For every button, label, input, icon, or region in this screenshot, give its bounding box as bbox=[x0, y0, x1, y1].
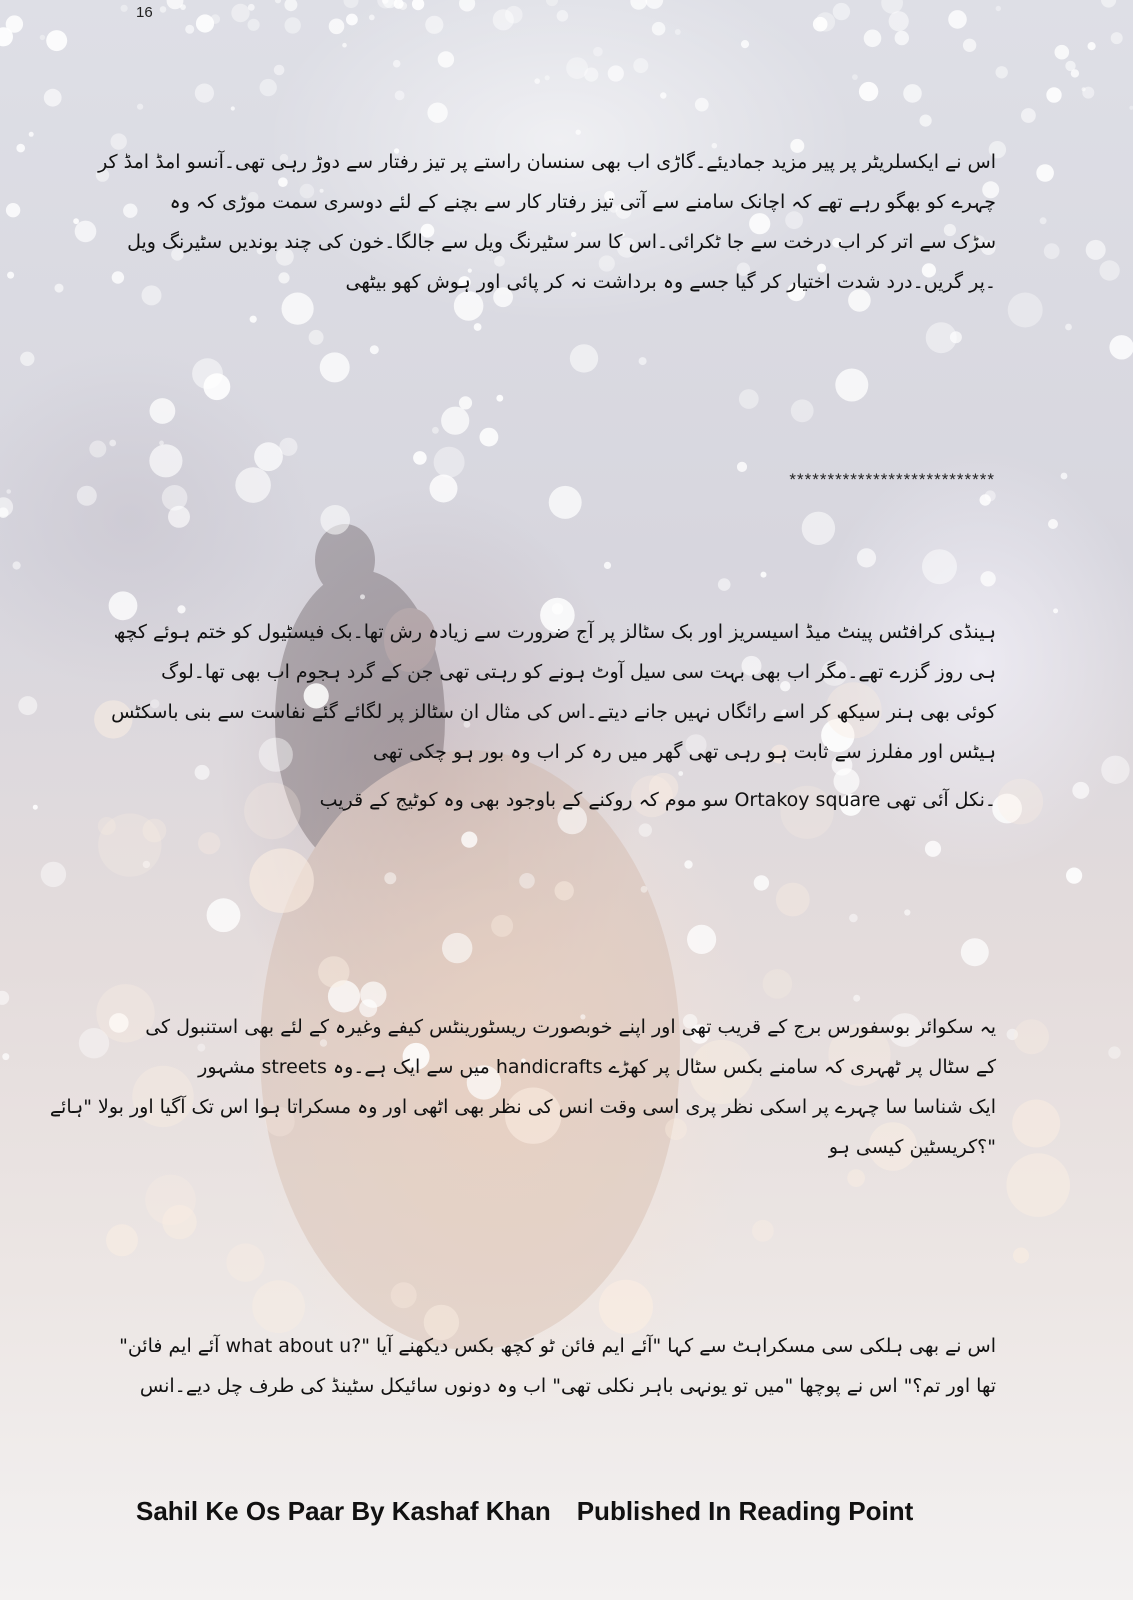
bokeh-light bbox=[996, 6, 1001, 11]
bokeh-light bbox=[1065, 61, 1075, 71]
bokeh-light bbox=[20, 352, 34, 366]
bokeh-light bbox=[1036, 164, 1054, 182]
paragraph-book-stalls bbox=[111, 612, 996, 820]
bokeh-light bbox=[248, 19, 260, 31]
bokeh-light bbox=[195, 84, 214, 103]
text-line: سڑک سے اتر کر اب درخت سے جا ٹکرائی۔اس کا سر سٹیرنگ ویل سے جالگا۔خون کی چند بوندیں سٹیرنگ ویل bbox=[127, 231, 996, 253]
bokeh-light bbox=[121, 5, 128, 12]
bokeh-light bbox=[6, 489, 11, 494]
paragraph-conversation bbox=[119, 1326, 996, 1406]
bokeh-light bbox=[604, 562, 611, 569]
bokeh-light bbox=[248, 4, 255, 11]
bokeh-light bbox=[566, 57, 588, 79]
bokeh-light bbox=[549, 486, 582, 519]
bokeh-light bbox=[608, 65, 624, 81]
bokeh-light bbox=[274, 65, 285, 76]
bokeh-light bbox=[480, 428, 499, 447]
bokeh-light bbox=[137, 104, 143, 110]
bokeh-light bbox=[505, 6, 523, 24]
bokeh-light bbox=[1006, 1153, 1070, 1217]
page-number: 16 bbox=[136, 4, 153, 21]
bokeh-light bbox=[1046, 87, 1061, 102]
bokeh-light bbox=[633, 58, 648, 73]
bokeh-light bbox=[7, 272, 14, 279]
bokeh-light bbox=[903, 84, 922, 103]
bokeh-light bbox=[231, 4, 249, 22]
bokeh-light bbox=[652, 22, 666, 36]
bokeh-light bbox=[145, 1175, 196, 1226]
bokeh-light bbox=[922, 549, 957, 584]
bokeh-light bbox=[249, 848, 314, 913]
bokeh-light bbox=[754, 875, 769, 890]
text-line: اس نے بھی ہلکی سی مسکراہٹ سے کہا "آئے ایم فائن ٹو کچھ بکس دیکھنے آیا "?what about u آئے ایم فائن" bbox=[119, 1335, 996, 1357]
bokeh-light bbox=[369, 15, 375, 21]
bokeh-light bbox=[835, 369, 868, 402]
bokeh-light bbox=[980, 571, 995, 586]
bokeh-light bbox=[370, 345, 379, 354]
bokeh-light bbox=[427, 103, 447, 123]
bokeh-light bbox=[1129, 106, 1133, 110]
bokeh-light bbox=[763, 969, 793, 999]
bokeh-light bbox=[570, 344, 598, 372]
bokeh-light bbox=[639, 823, 652, 836]
bokeh-light bbox=[996, 66, 1008, 78]
bokeh-light bbox=[434, 447, 465, 478]
bokeh-light bbox=[0, 497, 13, 516]
bokeh-light bbox=[425, 16, 443, 34]
bokeh-light bbox=[474, 323, 482, 331]
bokeh-light bbox=[904, 909, 910, 915]
bokeh-light bbox=[1066, 868, 1082, 884]
bokeh-light bbox=[393, 60, 401, 68]
bokeh-light bbox=[360, 594, 365, 599]
bokeh-light bbox=[395, 91, 405, 101]
bokeh-light bbox=[204, 373, 231, 400]
bokeh-light bbox=[149, 444, 182, 477]
bokeh-light bbox=[641, 886, 648, 893]
bokeh-light bbox=[1012, 1100, 1060, 1148]
bokeh-light bbox=[438, 51, 454, 67]
bokeh-light bbox=[1088, 42, 1096, 50]
bokeh-light bbox=[1082, 87, 1094, 99]
bokeh-light bbox=[459, 396, 472, 409]
bokeh-light bbox=[920, 115, 932, 127]
bokeh-light bbox=[160, 6, 167, 13]
bokeh-light bbox=[1111, 32, 1123, 44]
bokeh-light bbox=[1065, 324, 1072, 331]
bokeh-light bbox=[546, 0, 558, 6]
bokeh-light bbox=[1072, 782, 1089, 799]
bokeh-light bbox=[98, 813, 161, 876]
paragraph-square bbox=[49, 1007, 996, 1167]
bokeh-light bbox=[309, 330, 324, 345]
bokeh-light bbox=[320, 505, 350, 535]
bokeh-light bbox=[360, 982, 386, 1008]
bokeh-light bbox=[13, 561, 21, 569]
bokeh-light bbox=[491, 915, 513, 937]
bokeh-light bbox=[718, 578, 731, 591]
bokeh-light bbox=[413, 451, 427, 465]
bokeh-light bbox=[391, 1282, 417, 1308]
bokeh-light bbox=[895, 31, 909, 45]
bokeh-light bbox=[963, 39, 976, 52]
bokeh-light bbox=[857, 548, 876, 567]
text-line: ۔پر گریں۔درد شدت اختیار کر گیا جسے وہ برداشت نہ کر پائی اور ہوش کھو بیٹھی bbox=[345, 271, 996, 293]
bokeh-light bbox=[1101, 756, 1129, 784]
bokeh-light bbox=[752, 1220, 774, 1242]
bokeh-light bbox=[557, 10, 569, 22]
bokeh-light bbox=[275, 0, 281, 3]
bokeh-light bbox=[159, 441, 164, 446]
bokeh-light bbox=[55, 284, 64, 293]
bokeh-light bbox=[630, 0, 647, 10]
text-line: کوئی بھی ہنر سیکھ کر اسے رائگاں نہیں جانے دیتے۔اس کی مثال ان سٹالز پر لگائے گئے نفاست سے بنی باسکٹس bbox=[111, 701, 996, 723]
bokeh-light bbox=[1021, 108, 1036, 123]
bokeh-light bbox=[18, 696, 37, 715]
bokeh-light bbox=[1053, 608, 1058, 613]
bokeh-light bbox=[496, 395, 503, 402]
bokeh-light bbox=[6, 15, 23, 32]
bokeh-light bbox=[33, 805, 38, 810]
bokeh-light bbox=[593, 47, 603, 57]
bokeh-light bbox=[29, 132, 34, 137]
bokeh-light bbox=[109, 440, 116, 447]
bokeh-light bbox=[925, 841, 941, 857]
bokeh-light bbox=[77, 486, 97, 506]
bokeh-light bbox=[852, 74, 858, 80]
footer-publisher: Published In Reading Point bbox=[576, 1496, 914, 1526]
bokeh-light bbox=[344, 0, 359, 8]
bokeh-light bbox=[555, 881, 574, 900]
bokeh-light bbox=[285, 17, 301, 33]
bokeh-light bbox=[207, 898, 241, 932]
bokeh-light bbox=[1108, 1046, 1120, 1058]
bokeh-light bbox=[1044, 243, 1060, 259]
bokeh-light bbox=[545, 75, 550, 80]
bokeh-light bbox=[342, 43, 347, 48]
bokeh-light bbox=[6, 203, 20, 217]
bokeh-light bbox=[1101, 0, 1116, 8]
text-line: اس نے ایکسلریٹر پر پیر مزید جمادیئے۔گاڑی اب بھی سنسان راستے پر تیز رفتار سے دوڑ رہی تھی۔آنسو امڈ امڈ کر bbox=[98, 151, 996, 173]
bokeh-light bbox=[384, 872, 396, 884]
bokeh-light bbox=[675, 29, 681, 35]
bokeh-light bbox=[576, 130, 581, 135]
bokeh-light bbox=[1013, 1248, 1029, 1264]
bokeh-light bbox=[985, 490, 996, 501]
bokeh-light bbox=[660, 92, 666, 98]
bokeh-light bbox=[260, 79, 277, 96]
bokeh-light bbox=[853, 995, 860, 1002]
footer-title: Sahil Ke Os Paar By Kashaf Khan bbox=[136, 1496, 551, 1526]
bokeh-light bbox=[519, 873, 535, 889]
text-line: چہرے کو بھگو رہے تھے کہ اچانک سامنے سے آتی تیز رفتار کار سے بچنے کے لئے دوسری سمت موڑی کہ وہ bbox=[169, 191, 996, 213]
text-line: ہینڈی کرافٹس پینٹ میڈ اسیسریز اور بک سٹالز پر آج ضرورت سے زیادہ رش تھا۔بک فیسٹیول کو ختم ہوئے کچھ bbox=[113, 621, 996, 643]
bokeh-light bbox=[684, 860, 692, 868]
bokeh-light bbox=[46, 30, 67, 51]
bokeh-light bbox=[1099, 260, 1119, 280]
bokeh-light bbox=[859, 82, 878, 101]
bokeh-light bbox=[813, 17, 828, 32]
bokeh-light bbox=[1109, 335, 1133, 359]
bokeh-light bbox=[889, 11, 909, 31]
text-line: یہ سکوائر بوسفورس برج کے قریب تھی اور اپنے خوبصورت ریسٹورینٹس کیفے وغیرہ کے لئے بھی استنبول کی bbox=[145, 1016, 996, 1038]
bokeh-light bbox=[412, 0, 424, 10]
bokeh-light bbox=[250, 316, 257, 323]
bokeh-light bbox=[1014, 1019, 1049, 1054]
bokeh-light bbox=[948, 10, 967, 29]
bokeh-light bbox=[645, 0, 663, 9]
text-line: تھا اور تم؟" اس نے پوچھا "میں تو یونہی باہر نکلی تھی" اب وہ دونوں سائیکل سٹینڈ کی طرف چل دیے۔انس bbox=[139, 1375, 996, 1397]
bokeh-light bbox=[254, 442, 283, 471]
text-line: ہیٹس اور مفلرز سے ثابت ہو رہی تھی گھر میں رہ کر اب وہ بور ہو چکی تھی bbox=[372, 741, 996, 763]
bokeh-light bbox=[441, 407, 469, 435]
bokeh-light bbox=[150, 398, 176, 424]
bokeh-light bbox=[1055, 45, 1070, 60]
bokeh-light bbox=[284, 0, 297, 11]
text-line: ۔نکل آئی تھی Ortakoy square سو موم کہ روکنے کے باوجود بھی وہ کوٹیج کے قریب bbox=[319, 789, 996, 811]
bokeh-light bbox=[1048, 519, 1058, 529]
bokeh-light bbox=[432, 427, 439, 434]
bokeh-light bbox=[44, 89, 62, 107]
section-separator: *************************** bbox=[789, 470, 995, 489]
text-line: "؟کریسٹین کیسی ہو bbox=[828, 1136, 996, 1158]
bokeh-light bbox=[849, 914, 858, 923]
bokeh-light bbox=[16, 144, 25, 153]
bokeh-light bbox=[998, 779, 1044, 825]
bokeh-light bbox=[89, 441, 106, 458]
bokeh-light bbox=[198, 832, 220, 854]
bokeh-light bbox=[459, 0, 475, 12]
bokeh-light bbox=[791, 399, 814, 422]
bokeh-light bbox=[847, 1169, 865, 1187]
bokeh-light bbox=[320, 352, 350, 382]
bokeh-light bbox=[1061, 473, 1068, 480]
bokeh-light bbox=[833, 3, 850, 20]
bokeh-light bbox=[346, 14, 358, 26]
bokeh-light bbox=[741, 40, 749, 48]
bokeh-light bbox=[1086, 240, 1106, 260]
bokeh-light bbox=[329, 19, 345, 35]
bokeh-light bbox=[185, 25, 194, 34]
bokeh-light bbox=[162, 485, 188, 511]
bokeh-light bbox=[231, 106, 235, 110]
bokeh-light bbox=[687, 925, 716, 954]
bokeh-light bbox=[961, 938, 989, 966]
bokeh-light bbox=[695, 98, 709, 112]
paragraph-accident bbox=[98, 142, 996, 302]
bokeh-light bbox=[180, 4, 186, 10]
text-line: کے سٹال پر ٹھہری کہ سامنے بکس سٹال پر کھڑے handicrafts میں سے ایک ہے۔وہ streets مشہور bbox=[198, 1056, 996, 1078]
text-line: ایک شناسا سا چہرے پر اسکی نظر پری اسی وقت انس کی نظر بھی اٹھی اور وہ مسکراتا ہوا اس تک آگیا اور بولا "ہائے bbox=[49, 1096, 996, 1118]
bokeh-light bbox=[461, 832, 477, 848]
bokeh-light bbox=[761, 572, 767, 578]
bokeh-light bbox=[226, 1243, 264, 1281]
bokeh-light bbox=[442, 933, 472, 963]
bokeh-light bbox=[1008, 293, 1043, 328]
bokeh-light bbox=[41, 862, 66, 887]
bokeh-light bbox=[776, 883, 810, 917]
bokeh-light bbox=[235, 467, 271, 503]
bokeh-light bbox=[0, 991, 9, 1005]
bokeh-light bbox=[2, 1053, 9, 1060]
bokeh-light bbox=[802, 512, 835, 545]
bokeh-light bbox=[430, 475, 458, 503]
text-line: ہی روز گزرے تھے۔مگر اب بھی بہت سی سیل آوٹ ہونے کو رہتی تھی جن کے گرد ہجوم اب بھی تھا۔لوگ bbox=[161, 661, 996, 683]
bokeh-light bbox=[40, 35, 45, 40]
bokeh-light bbox=[73, 218, 79, 224]
bokeh-light bbox=[1040, 217, 1047, 224]
bokeh-light bbox=[534, 78, 540, 84]
bokeh-light bbox=[639, 357, 647, 365]
bokeh-light bbox=[864, 30, 882, 48]
bokeh-light bbox=[318, 956, 349, 987]
page-footer bbox=[136, 1496, 996, 1527]
bokeh-light bbox=[739, 389, 759, 409]
bokeh-light bbox=[112, 271, 124, 283]
bokeh-light bbox=[75, 221, 97, 243]
bokeh-light bbox=[196, 14, 214, 32]
bokeh-light bbox=[950, 331, 962, 343]
bokeh-light bbox=[106, 1224, 138, 1256]
